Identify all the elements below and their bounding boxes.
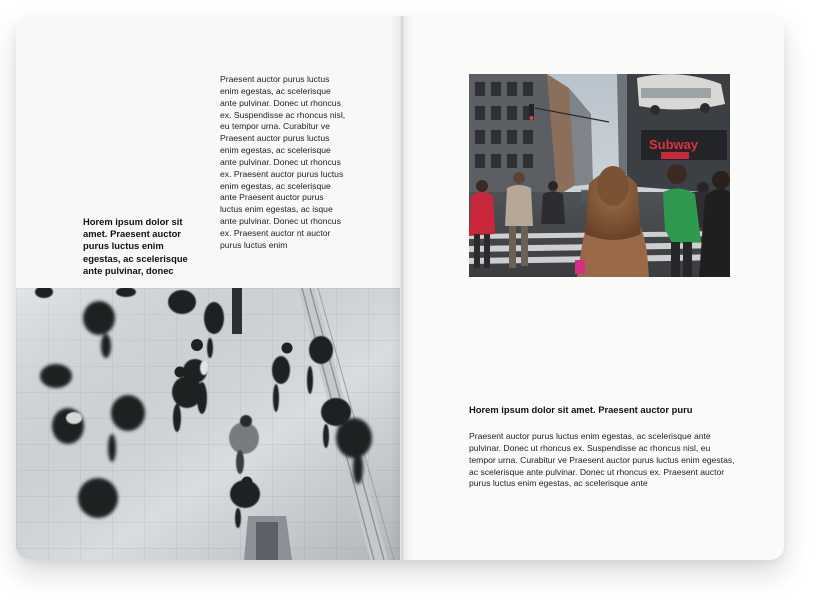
right-page xyxy=(400,16,784,560)
subway-sign-text: Subway xyxy=(649,137,699,152)
left-body-text: Praesent auctor purus luctus enim egestas, ac scelerisque ante pulvinar. Donec ut rhoncus ex. Suspendisse ac rhoncus nisl, eu tempor urna. Curabitur ve Praesent auctor purus luctus enim egestas, ac scelerisque ante pulvinar. Donec ut rhoncus ex. Praesent auctor purus luctus enim egestas, ac scelerisque ante Praesent auctor purus luctus enim egestas, ac isque ante pulvinar. Donec ut rhoncus ex. Praesent auctor nt auctor purus luctus enim xyxy=(220,74,346,250)
right-body-text: Praesent auctor purus luctus enim egestas, ac scelerisque ante pulvinar. Donec ut rhoncus ex. Suspendisse ac rhoncus nisl, eu tempor urna. Curabitur ve Praesent auctor purus luctus enim egestas, ac scelerisque ante pulvinar. Donec ut rhoncus ex. Praesent auctor purus luctus enim egestas, ac scelerisque ante xyxy=(469,431,735,489)
city-street-photo xyxy=(469,74,730,277)
right-heading: Horem ipsum dolor sit amet. Praesent auctor puru xyxy=(469,404,693,415)
magazine-spread xyxy=(16,16,784,560)
left-heading: Horem ipsum dolor sit amet. Praesent auctor purus luctus enim egestas, ac scelerisque ante pulvinar, donec xyxy=(83,216,188,276)
crowd-aerial-photo xyxy=(16,288,400,560)
left-page xyxy=(16,16,400,560)
